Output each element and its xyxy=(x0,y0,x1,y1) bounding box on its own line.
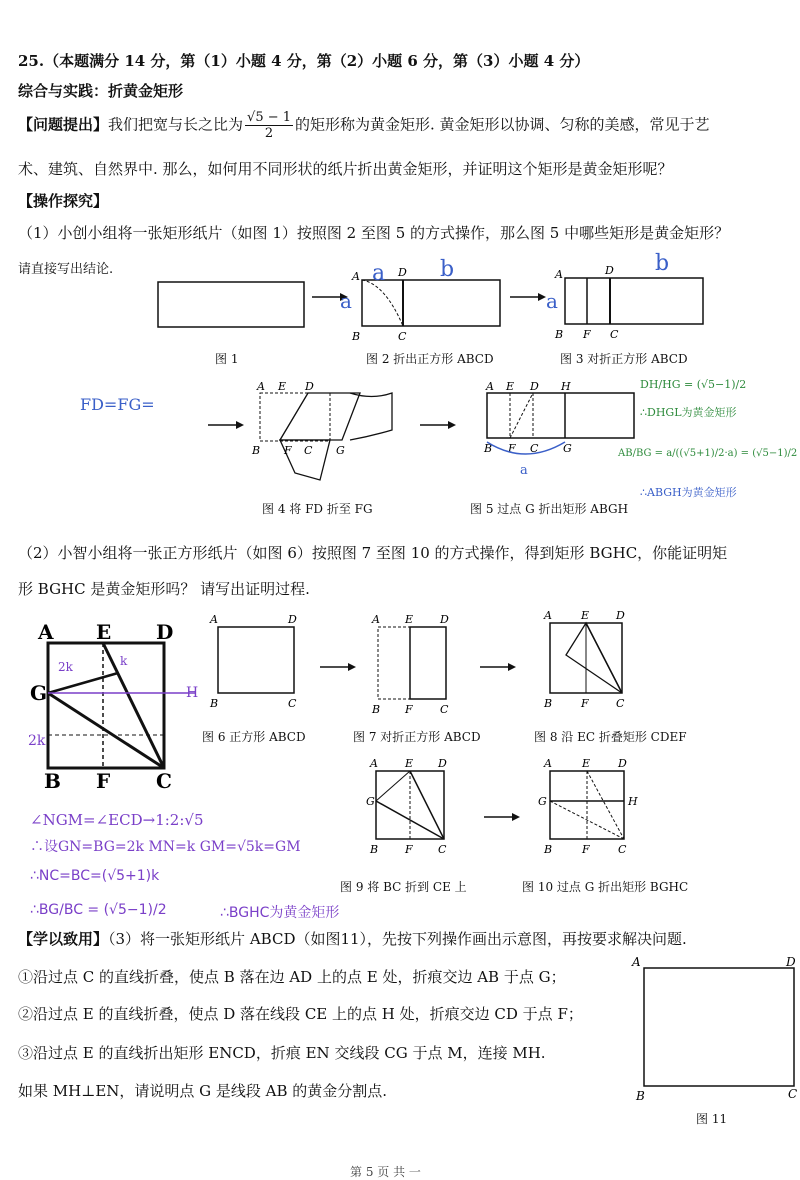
big-label-F: F xyxy=(96,769,111,793)
fig3-label-B: B xyxy=(555,328,564,341)
q3-step-3: ③沿过点 E 的直线折出矩形 ENCD，折痕 EN 交线段 CG 于点 M，连接 MH. xyxy=(18,1044,546,1062)
q3-ask: 如果 MH⊥EN，请说明点 G 是线段 AB 的黄金分割点. xyxy=(18,1082,388,1100)
hw-a-fig5: a xyxy=(520,463,528,478)
caption-fig8: 图 8 沿 EC 折叠矩形 CDEF xyxy=(534,730,687,744)
fig2-fold-curve xyxy=(362,280,403,326)
fig4-label-F: F xyxy=(284,444,292,457)
caption-fig3: 图 3 对折正方形 ABCD xyxy=(560,352,688,366)
fig11-label-D: D xyxy=(786,955,796,969)
fig8-folded xyxy=(566,623,622,693)
fig3-label-D: D xyxy=(605,264,614,277)
fig10-label-F: F xyxy=(582,843,590,856)
fig5-label-D: D xyxy=(530,380,539,393)
hw-proof-line-2: ∴设GN=BG=2k MN=k GM=√5k=GM xyxy=(30,839,301,855)
fig2-rectangle xyxy=(362,280,500,326)
fig7-label-F: F xyxy=(405,703,413,716)
hw-proof-line-5: ∴BGHC为黄金矩形 xyxy=(220,905,340,921)
fig9-ge-line xyxy=(376,771,410,801)
hw-a-fig2: a xyxy=(372,261,386,286)
caption-fig10: 图 10 过点 G 折出矩形 BGHC xyxy=(522,880,689,894)
caption-fig5: 图 5 过点 G 折出矩形 ABGH xyxy=(470,502,629,516)
q3-step-2: ②沿过点 E 的直线折叠，使点 D 落在线段 CE 上的点 H 处，折痕交边 CD 于点 F； xyxy=(18,1005,583,1023)
fig5-fd-line xyxy=(510,393,533,438)
big-label-C: C xyxy=(156,769,172,793)
fig4-label-A: A xyxy=(257,380,265,393)
caption-fig4: 图 4 将 FD 折至 FG xyxy=(262,502,373,516)
fig2-label-B: B xyxy=(352,330,361,343)
intro-tag: 【问题提出】 xyxy=(18,115,109,134)
fig7-label-C: C xyxy=(440,703,449,716)
fig7-label-D: D xyxy=(440,613,449,626)
fig8-label-F: F xyxy=(581,697,589,710)
hw-abgh-golden: ∴ABGH为黄金矩形 xyxy=(640,486,737,499)
q3-line xyxy=(18,928,687,949)
hw-proof-line-1: ∠NGM=∠ECD→1:2:√5 xyxy=(30,811,204,829)
fig10-label-C: C xyxy=(618,843,627,856)
big-label-E: E xyxy=(96,620,112,644)
big-label-G: G xyxy=(30,681,48,705)
hw-k: k xyxy=(120,654,128,668)
q2-line-1: （2）小智小组将一张正方形纸片（如图 6）按照图 7 至图 10 的方式操作，得到矩形 BGHC，你能证明矩 xyxy=(18,544,728,562)
hw-H: H xyxy=(186,685,199,701)
fig9-label-F: F xyxy=(405,843,413,856)
fig11-label-A: A xyxy=(632,955,641,969)
explore-tag: 【操作探究】 xyxy=(18,192,109,210)
fig7-label-B: B xyxy=(372,703,381,716)
golden-ratio-fraction xyxy=(245,110,293,141)
topic-title: 综合与实践：折黄金矩形 xyxy=(18,82,184,100)
fig7-half xyxy=(410,627,446,699)
big-label-A: A xyxy=(38,620,54,644)
fig11-rectangle xyxy=(644,968,794,1086)
fig11 xyxy=(630,952,800,1102)
fig6-label-B: B xyxy=(210,697,219,710)
fig10-ec-line xyxy=(587,771,624,839)
fig6-label-D: D xyxy=(288,613,297,626)
fig4-label-G: G xyxy=(336,444,345,457)
fig4-label-E: E xyxy=(278,380,287,393)
caption-fig1: 图 1 xyxy=(215,352,239,366)
fig6-label-C: C xyxy=(288,697,297,710)
fig7-label-E: E xyxy=(405,613,414,626)
hw-proof-line-3: ∴NC=BC=(√5+1)k xyxy=(30,868,160,884)
fig5-rectangle xyxy=(487,393,634,438)
page-footer: 第 5 页 共 一 xyxy=(350,1165,421,1179)
big-gm-line xyxy=(48,673,118,693)
fig5-label-C: C xyxy=(530,442,539,455)
fig4-square xyxy=(260,393,330,441)
fig8-label-E: E xyxy=(581,609,590,622)
hw-dhgl-golden: ∴DHGL为黄金矩形 xyxy=(640,406,737,419)
fraction-numerator: √5 − 1 xyxy=(247,110,292,125)
fig4-fd-line xyxy=(280,393,308,440)
hw-a-side-fig2: a xyxy=(340,289,352,313)
intro-line-2: 术、建筑、自然界中. 那么，如何用不同形状的纸片折出黄金矩形，并证明这个矩形是黄金矩形呢？ xyxy=(18,160,673,178)
fig2-label-D: D xyxy=(398,266,407,279)
fig1-rectangle xyxy=(158,282,304,327)
hw-2k-top: 2k xyxy=(58,660,73,674)
fig2-label-C: C xyxy=(398,330,407,343)
figures-row-4 xyxy=(0,755,800,875)
fraction-denominator: 2 xyxy=(264,126,274,141)
fig4-label-B: B xyxy=(252,444,261,457)
fig5-label-F: F xyxy=(508,442,516,455)
q3-step-1: ①沿过点 C 的直线折叠，使点 B 落在边 AD 上的点 E 处，折痕交边 AB 于点 G； xyxy=(18,968,566,986)
arrow-3-head xyxy=(236,421,244,429)
hw-ratio-ab-bg: AB/BG = a/((√5+1)/2·a) = (√5−1)/2 xyxy=(618,448,798,459)
caption-fig9: 图 9 将 BC 折到 CE 上 xyxy=(340,880,467,894)
hw-fd-fg: FD=FG= xyxy=(80,395,155,414)
fig7-label-A: A xyxy=(372,613,380,626)
problem-header: 25.（本题满分 14 分，第（1）小题 4 分，第（2）小题 6 分，第（3）小题 4 分） xyxy=(18,52,590,70)
fig5-label-B: B xyxy=(484,442,493,455)
fig4-curl xyxy=(350,393,392,440)
big-label-D: D xyxy=(156,620,174,644)
figures-row-2 xyxy=(0,370,800,500)
fig9-label-B: B xyxy=(370,843,379,856)
hw-2k-left: 2k xyxy=(28,733,46,749)
q1-line-2: 请直接写出结论. xyxy=(18,262,114,277)
hw-brace-fig5 xyxy=(487,442,565,454)
fig11-label-B: B xyxy=(636,1089,645,1102)
hw-ratio-dh-hg: DH/HG = (√5−1)/2 xyxy=(640,378,747,391)
caption-fig7: 图 7 对折正方形 ABCD xyxy=(353,730,481,744)
arrow-5-head xyxy=(348,663,356,671)
arrow-4-head xyxy=(448,421,456,429)
fig10-label-G: G xyxy=(538,795,547,808)
fig2-label-A: A xyxy=(352,270,360,283)
fig8-label-B: B xyxy=(544,697,553,710)
fig9-label-A: A xyxy=(370,757,378,770)
fig5-label-E: E xyxy=(506,380,515,393)
q3-tag: 【学以致用】 xyxy=(18,930,109,948)
fig9-label-E: E xyxy=(405,757,414,770)
fig7-square xyxy=(378,627,446,699)
intro-line-1 xyxy=(18,110,710,141)
fig3-label-C: C xyxy=(610,328,619,341)
caption-fig6: 图 6 正方形 ABCD xyxy=(202,730,306,744)
fig8-label-D: D xyxy=(616,609,625,622)
fig3-label-F: F xyxy=(583,328,591,341)
fig10-label-A: A xyxy=(544,757,552,770)
arrow-6-head xyxy=(508,663,516,671)
hw-b-fig2: b xyxy=(440,257,455,282)
fig5-label-H: H xyxy=(561,380,571,393)
fig9-label-D: D xyxy=(438,757,447,770)
fig9-label-G: G xyxy=(366,795,375,808)
fig11-label-C: C xyxy=(788,1087,798,1101)
fig10-label-D: D xyxy=(618,757,627,770)
arrow-2-head xyxy=(538,293,546,301)
fig10-label-E: E xyxy=(582,757,591,770)
intro-text-a: 我们把宽与长之比为 xyxy=(108,115,244,134)
fig3-rectangle xyxy=(565,278,703,324)
fig4-label-C: C xyxy=(304,444,313,457)
fig4-label-D: D xyxy=(305,380,314,393)
fig5-label-A: A xyxy=(486,380,494,393)
fig6-square xyxy=(218,627,294,693)
fig3-label-A: A xyxy=(555,268,563,281)
caption-fig11: 图 11 xyxy=(696,1112,728,1126)
q1-line-1: （1）小创小组将一张矩形纸片（如图 1）按照图 2 至图 5 的方式操作，那么图 5 中哪些矩形是黄金矩形？ xyxy=(18,224,730,242)
hw-a-side-fig3: a xyxy=(546,289,558,313)
q3-text: （3）将一张矩形纸片 ABCD（如图11），先按下列操作画出示意图，再按要求解决问题. xyxy=(108,930,687,948)
fig10-label-B: B xyxy=(544,843,553,856)
fig4-folded-strip xyxy=(280,393,360,440)
caption-fig2: 图 2 折出正方形 ABCD xyxy=(366,352,494,366)
fig5-label-G: G xyxy=(563,442,572,455)
fig8-label-A: A xyxy=(544,609,552,622)
q2-line-2: 形 BGHC 是黄金矩形吗？ 请写出证明过程. xyxy=(18,580,310,598)
fig10-label-H: H xyxy=(628,795,638,808)
intro-text-b: 的矩形称为黄金矩形. 黄金矩形以协调、匀称的美感，常见于艺 xyxy=(295,115,710,134)
arrow-7-head xyxy=(512,813,520,821)
fig9-label-C: C xyxy=(438,843,447,856)
fig8-label-C: C xyxy=(616,697,625,710)
fig6-label-A: A xyxy=(210,613,218,626)
hw-b-fig3: b xyxy=(655,251,670,276)
hw-proof-line-4: ∴BG/BC = (√5−1)/2 xyxy=(30,902,167,918)
big-label-B: B xyxy=(44,769,61,793)
